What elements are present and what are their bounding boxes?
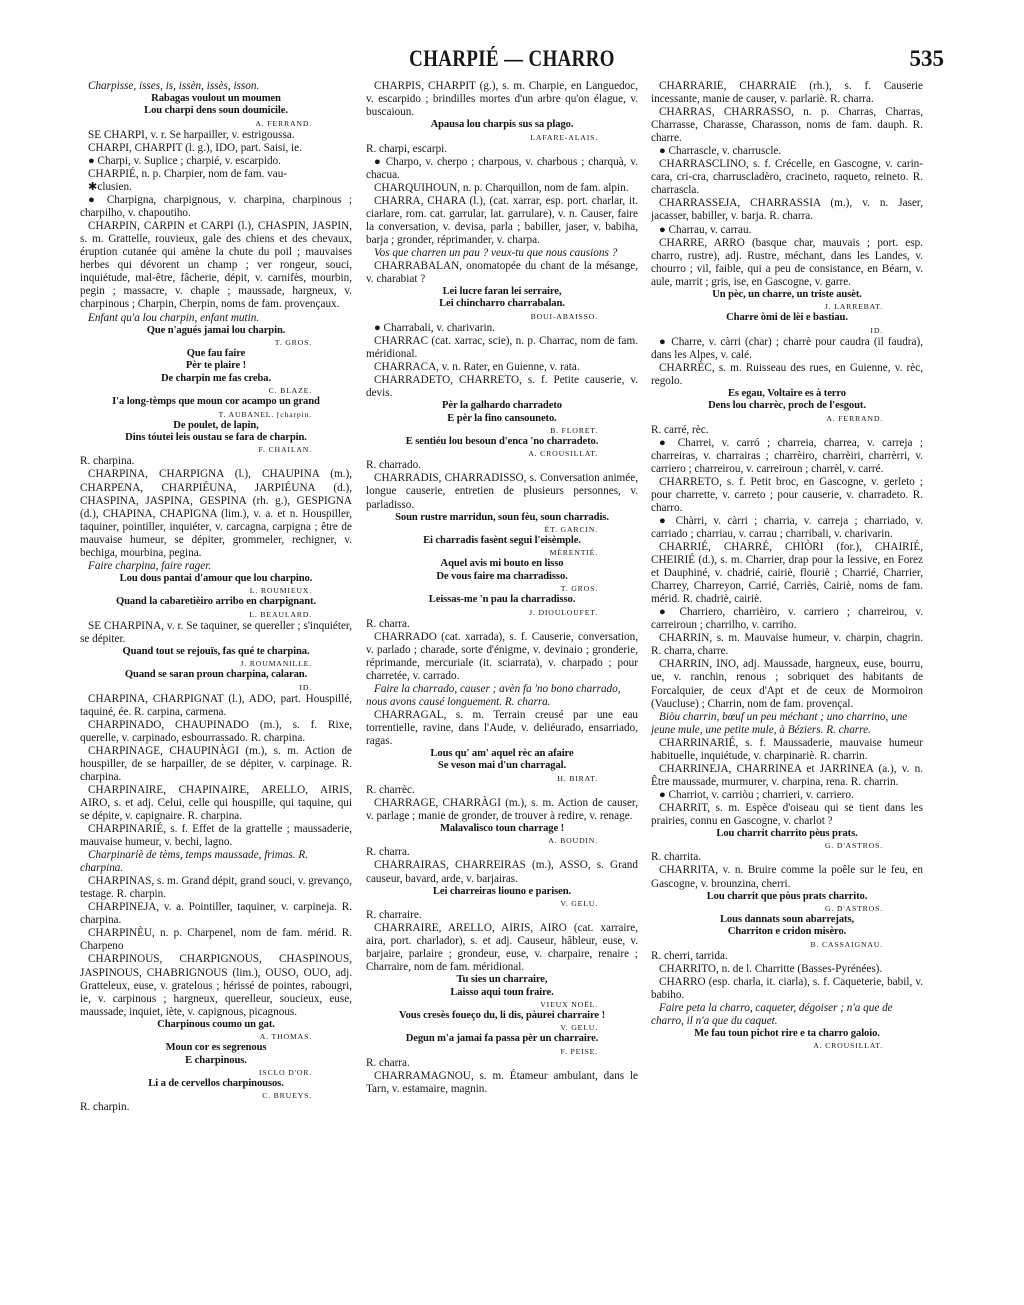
quotation-author: A. BOUDIN. (548, 836, 598, 846)
quotation-author: VIEUX NOËL. (540, 1000, 598, 1010)
quotation-line: Un pèc, un charre, un triste ausèt. (712, 288, 862, 300)
quotation-author: BOUI-ABAISSO. (530, 311, 598, 321)
quotation-line: Aquel avis mi bouto en lisso (440, 558, 564, 570)
quotation-line: Me fau toun pichot rire e ta charro galoio. (694, 1028, 880, 1040)
etymology-reference: R. charpi, escarpi. (366, 142, 448, 155)
usage-example: Charpinariè de tèms, temps maussade, frimas. R. charpina. (80, 849, 309, 875)
dictionary-entry: CHARPIÉ, n. p. Charpier, nom de fam. vau- (88, 168, 288, 180)
dictionary-entry: CHARRAS, CHARRASSO, n. p. Charras, Charras, Charrasse, Charasse, Charasson, noms de fam. dauph. R. charre. (651, 106, 923, 145)
dictionary-entry: CHARRITO, n. de l. Charritte (Basses-Pyrénées). (659, 962, 883, 975)
quotation-author: F. CHAILAN. (258, 445, 312, 455)
dictionary-entry: CHARRIT, s. m. Espèce d'oiseau qui se tient dans les prairies, connu en Gascogne, v. charlot ? (651, 801, 923, 827)
quotation-line: Lei charreiras liouno e parisen. (432, 885, 572, 897)
dictionary-entry: CHARRITA, v. n. Bruire comme la poêle sur le feu, en Gascogne, v. brounzina, cherri. (651, 864, 923, 890)
dictionary-entry: CHARRASCLINO, s. f. Crécelle, en Gascogne, v. carin-cara, cri-cra, charruscladèro, cracineto, raqueto, reineto. R. charrascla. (651, 158, 923, 197)
page-number: 535 (909, 46, 944, 71)
quotation-author: A. FERRAND. (826, 413, 883, 423)
quotation-author: LAFARE-ALAIS. (530, 132, 598, 142)
quotation-line: Quand tout se rejouïs, fas qué te charpina. (122, 645, 310, 657)
quotation-author: C. BRUEYS. (262, 1091, 312, 1101)
dictionary-entry: CHARPINADO, CHAUPINADO (m.), s. f. Rixe, querelle, v. carpinado, esbourrassado. R. charpina. (80, 718, 352, 744)
dictionary-entry: CHARPINA, CHARPIGNAT (l.), ADO, part. Houspillé, taquiné, ée. R. carpina, carmena. (80, 692, 352, 718)
quotation-line: Charpinous coumo un gat. (157, 1018, 275, 1030)
dictionary-entry: ● Charrei, v. carró ; charreia, charrea, v. carreja ; charreiras, v. charrairas ; charrèiro, charrèiri, charrèrri, v. carriero ; charreirou, v. carreiroun ; charrèl, v. carré. (651, 436, 923, 475)
dictionary-entry: CHARRIN, INO, adj. Maussade, hargneux, euse, bourru, ue, v. ranchin, renous ; sobriquet des habitants de Forcalquier, de ceux d'Apt et de ceux de Mormoiron (Vaucluse) ; Charrin, nom de fam. provençal. (651, 658, 923, 710)
etymology-reference: R. carré, rèc. (651, 423, 709, 436)
quotation-line: Charriton e cridon misèro. (727, 926, 847, 938)
etymology-reference: R. charra. (366, 617, 410, 630)
dictionary-entry: CHARRADETO, CHARRETO, s. f. Petite causerie, v. devis. (366, 374, 638, 400)
dictionary-entry: CHARRACA, v. n. Rater, en Guienne, v. rata. (374, 361, 580, 374)
dictionary-entry: ● Charrabali, v. charivarin. (374, 321, 495, 334)
dictionary-entry: CHARPI, CHARPIT (l. g.), IDO, part. Saisi, ie. (88, 141, 302, 154)
dictionary-entry: SE CHARPI, v. r. Se harpailler, v. estrigoussa. (88, 128, 295, 141)
quotation-line: Leissas-me 'n pau la charradisso. (428, 594, 576, 606)
quotation-line: Lei lucre faran lei serraire, (442, 286, 562, 298)
quotation-author: J. LARREBAT. (824, 302, 883, 312)
quotation-author: A. THOMAS. (259, 1032, 312, 1042)
dictionary-entry: CHARRADIS, CHARRADISSO, s. Conversation animée, longue causerie, entretien de plusieurs personnes, v. parladisso. (366, 472, 638, 511)
quotation-author: B. CASSAIGNAU. (810, 939, 883, 949)
dictionary-entry: CHARRETO, s. f. Petit broc, en Gascogne, v. gerleto ; pour charrette, v. carreto ; pour causerie, v. charradeto. R. charro. (651, 475, 923, 514)
quotation-line: Degun m'a jamai fa passa pèr un charraire. (405, 1033, 599, 1045)
etymology-reference: R. charpin. (80, 1101, 130, 1114)
quotation-line: Lou charrit charrito pèus prats. (716, 828, 858, 840)
usage-example: Charpisse, isses, is, issèn, issès, isson. (88, 80, 260, 92)
quotation-author: C. BLAZE. (268, 386, 312, 396)
quotation-author: ID. (870, 325, 883, 335)
dictionary-entry: ● Charrascle, v. charruscle. (659, 145, 782, 158)
quotation-author: T. AUBANEL. [charpin. (218, 409, 312, 419)
quotation-author: G. D'ASTROS. (824, 841, 883, 851)
etymology-reference: R. charra. (366, 1056, 410, 1069)
usage-example: Faire peta la charro, caqueter, dégoiser ; n'a que de charro, il n'a que du caquet. (651, 1001, 893, 1028)
quotation-author: B. FLORET. (550, 425, 598, 435)
page-header (80, 46, 944, 78)
dictionary-entry: CHARRAC (cat. xarrac, scie), n. p. Charrac, nom de fam. méridional. (366, 334, 638, 360)
quotation-author: J. ROUMANILLE. (240, 659, 312, 669)
quotation-line: Lou charrit que pòus prats charrito. (706, 890, 868, 902)
dictionary-entry: CHARRADO (cat. xarrada), s. f. Causerie, conversation, v. parlado ; charade, sorte d'énigme, v. devinaio ; gronderie, réprimande, mercuriale (it. sciarrata), v. charpado ; pour charretée, v. carrado. (366, 630, 638, 682)
quotation-line: Laisso aqui toun fraire. (450, 986, 554, 998)
dictionary-entry: CHARRA, CHARA (l.), (cat. xarrar, esp. port. charlar, it. ciarlare, rom. cat. garrular, lat. garrulare), v. n. Causer, faire la conversation, v. devisa, parla ; babiller, jaser, v. babiha, barja ; gronder, réprimander, v. charpa. (366, 194, 638, 246)
quotation-line: Lei chincharro charrabalan. (439, 298, 565, 310)
quotation-line: Soun rustre marridun, soun fèu, soun charradis. (395, 511, 609, 523)
dictionary-entry: CHARPINAS, s. m. Grand dépit, grand souci, v. grevanço, testage. R. charpin. (80, 875, 352, 901)
quotation-line: I'a long-tèmps que moun cor acampo un grand (112, 396, 320, 408)
quotation-line: Que n'agués jamai lou charpin. (146, 324, 286, 336)
quotation-line: Vous cresès foueço du, li dis, pàurei charraire ! (399, 1010, 605, 1022)
quotation-line: Moun cor es segrenous (165, 1042, 267, 1054)
quotation-line: Dins tóutei leis oustau se fara de charpin. (125, 432, 307, 443)
dictionary-entry: ● Charrau, v. carrau. (659, 223, 752, 236)
dictionary-entry: CHARRARIÉ, CHARRAIÉ (rh.), s. f. Causerie incessante, manie de causer, v. parlariè. R. charra. (651, 80, 923, 106)
dictionary-entry: ● Charpigna, charpignous, v. charpina, charpinous ; charpilho, v. chapoutiho. (80, 194, 352, 220)
etymology-reference: R. charra. (366, 846, 410, 859)
dictionary-entry: CHARQUIHOUN, n. p. Charquillon, nom de fam. alpin. (374, 181, 629, 194)
dictionary-entry: ● Charpi, v. Suplice ; charpié, v. escarpido. (88, 154, 281, 167)
quotation-line: Rabagas voulout un moumen (151, 93, 281, 105)
etymology-reference: R. cherri, tarrida. (651, 949, 728, 962)
quotation-author: ID. (299, 682, 312, 692)
quotation-author: F. PEISE. (560, 1046, 598, 1056)
dictionary-entry: CHARRAMAGNOU, s. m. Étameur ambulant, dans le Tarn, v. estamaire, magnin. (366, 1069, 638, 1095)
etymology-reference: R. charrita. (651, 851, 702, 864)
column-middle (366, 80, 638, 1295)
dictionary-entry: CHARPIS, CHARPIT (g.), s. m. Charpie, en Languedoc, v. escarpido ; brindilles mortes d'un arbre qu'on élague, v. buscaioun. (366, 80, 638, 119)
dictionary-entry: CHARPINOUS, CHARPIGNOUS, CHASPINOUS, JASPINOUS, CHABRIGNOUS (lim.), OUSO, OUO, adj. Gratteleux, euse, v. gratelous ; hérissé de pointes, rabougri, ie, v. carpinous ; hargneux, querelleur, soucieux, euse, maussade, inquiet, iète, v. capignous, picagnous. (80, 953, 352, 1018)
column-right (651, 80, 923, 1295)
quotation-line: Lous qu' am' aquel rèc an afaire (430, 748, 574, 760)
dictionary-entry: ● Charpo, v. cherpo ; charpous, v. charbous ; charquà, v. chacua. (366, 155, 638, 181)
column-left (80, 80, 352, 1295)
dictionary-entry: CHARRAGE, CHARRÀGI (m.), s. m. Action de causer, v. parlage ; manie de gronder, de trouver à redire, v. renage. (366, 796, 638, 822)
dictionary-entry: CHARRABALAN, onomatopée du chant de la mésange, v. charabiat ? (366, 259, 638, 286)
quotation-line: Que fau faire (186, 347, 246, 359)
page-title: CHARPIÉ — CHARRO (409, 46, 615, 71)
quotation-line: Pèr te plaire ! (185, 360, 247, 372)
quotation-line: Pèr la galhardo charradeto (442, 400, 562, 412)
quotation-line: Ei charradis fasènt segui l'eisèmple. (423, 534, 581, 546)
quotation-line: De vous faire ma charradisso. (436, 570, 568, 582)
etymology-reference: R. charrèc. (366, 783, 415, 796)
dictionary-entry: CHARPINAIRE, CHAPINAIRE, ARELLO, AIRIS, AIRO, s. et adj. Celui, celle qui houspille, qui taquine, qui se dépite, v. capignaire. R. charpina. (80, 783, 352, 822)
dictionary-entry: SE CHARPINA, v. r. Se taquiner, se quereller ; s'inquiéter, se dépiter. (80, 619, 352, 645)
quotation-line: E charpinous. (185, 1054, 247, 1066)
dictionary-entry: CHARRINEJA, CHARRINEA et JARRINEA (a.), v. n. Être maussade, murmurer, v. charpina, rena. R. charrin. (651, 762, 923, 788)
quotation-line: Li a de cervellos charpinousos. (148, 1077, 284, 1089)
dictionary-entry: CHARRIÉ, CHARRÉ, CHIÒRI (for.), CHAIRIÉ, CHEIRIÉ (d.), s. m. Charrier, drap pour la lessive, en Forez et Dauphiné, v. chadrié, cairiè, flouriè ; Charrié, Charrier, Charrey, Charreyon, Carrié, Carriès, Cairiè, noms de fam. mérid. R. chadriè, cairiè. (651, 540, 923, 606)
quotation-line: Lou charpi dens soun doumicile. (144, 105, 288, 117)
usage-example: Biòu charrin, bœuf un peu méchant ; uno charrino, une jeune mule, une petite mule, à Béziers. R. charre. (651, 710, 908, 736)
dictionary-entry: CHARRAIRAS, CHARREIRAS (m.), ASSO, s. Grand causeur, bavard, arde, v. barjairas. (366, 859, 638, 885)
dictionary-entry: CHARRINARIÉ, s. f. Maussaderie, mauvaise humeur habituelle, inquiétude, v. charpinariè. R. charrin. (651, 736, 923, 762)
quotation-line: Quand la cabaretièiro arribo en charpignant. (115, 596, 317, 608)
quotation-line: Lou dous pantai d'amour que lou charpino. (119, 572, 313, 584)
quotation-author: T. GROS. (274, 337, 312, 347)
etymology-reference: R. charpina. (80, 455, 135, 468)
dictionary-entry: CHARPINEJA, v. a. Pointiller, taquiner, v. carpineja. R. charpina. (80, 901, 352, 927)
quotation-author: A. FERRAND. (255, 118, 312, 128)
quotation-line: De charpin me fas creba. (160, 372, 272, 384)
quotation-author: V. GELU. (560, 898, 598, 908)
quotation-author: MÉRENTIÉ. (549, 548, 598, 558)
usage-example: Vos que charren un pau ? veux-tu que nous causions ? (374, 246, 618, 259)
dictionary-entry: CHARRAGAL, s. m. Terrain creusé par une eau torrentielle, ravine, dans l'Aude, v. deliéurado, ensarriado, ragas. (366, 708, 638, 748)
usage-example: Faire charpina, faire rager. (88, 559, 212, 572)
quotation-line: Quand se saran proun charpina, calaran. (124, 669, 308, 681)
quotation-line: Lous dannats soun abarrejats, (719, 913, 855, 925)
quotation-author: T. GROS. (560, 584, 598, 594)
dictionary-entry: CHARRIN, s. m. Mauvaise humeur, v. charpin, chagrin. R. charra, charre. (651, 632, 923, 658)
quotation-author: L. BEAULARD. (249, 609, 312, 619)
quotation-line: E sentiéu lou besoun d'enca 'no charradeto. (405, 435, 599, 447)
dictionary-entry: ● Charre, v. càrri (char) ; charrè pour caudra (il faudra), dans les Alpes, v. calé. (651, 335, 923, 361)
quotation-author: ISCLO D'OR. (258, 1067, 312, 1077)
quotation-line: Dens lou charrèc, proch de l'esgout. (708, 400, 866, 412)
quotation-author: L. ROUMIEUX. (249, 586, 312, 596)
dictionary-entry: ● Chàrri, v. càrri ; charria, v. carreja ; charriado, v. carriado ; charriau, v. carrau ; charribali, v. charivarin. (651, 514, 923, 540)
quotation-line: Tu sies un charraire, (456, 974, 548, 986)
dictionary-entry: ✱clusien. (88, 181, 132, 194)
quotation-line: E pèr la fino cansouneto. (447, 412, 557, 424)
dictionary-entry: CHARRASSEJA, CHARRASSIA (m.), v. n. Jaser, jacasser, babiller, v. barja. R. charra. (651, 197, 923, 223)
quotation-line: De poulet, de lapin, (173, 419, 259, 431)
etymology-reference: R. charrado. (366, 459, 421, 472)
etymology-reference: R. charraire. (366, 908, 422, 921)
dictionary-entry: CHARPIN, CARPIN et CARPI (l.), CHASPIN, JASPIN, s. m. Grattelle, rouvieux, gale des chiens et des chevaux, éruption cutanée qui amène la chute du poil ; mauvaises herbes qui dévorent un champ ; ver rongeur, souci, inquiétude, mal-être, fâcherie, dépit, v. carnifès, mourbin, pegin ; massacre, v. chaple ; maussade, hargneux, v. charpinous ; Charpin, Cherpin, noms de fam. provençaux. (80, 220, 352, 311)
dictionary-entry: ● Charriot, v. carriòu ; charrieri, v. carriero. (659, 788, 854, 801)
quotation-line: Es egau, Voltaire es à terro (727, 387, 847, 399)
dictionary-entry: CHARPINA, CHARPIGNA (l.), CHAUPINA (m.), CHARPENA, CHARPIÉUNA, JARPIÉUNA (d.), CHASPINA, JASPINA, GESPINA (rh. g.), GESPIGNA (d.), CHAPINA, CHAPIGNA (lim.), v. a. et n. Houspiller, taquiner, pointiller, inquiéter, v. carcagna, carpigna ; être de mauvaise humeur, se dépiter, grommeler, rechigner, v. bechiga, mourbina, pegina. (80, 468, 352, 559)
dictionary-entry: CHARPINAGE, CHAUPINÀGI (m.), s. m. Action de houspiller, de se harpailler, de se dépiter, v. carpinage. R. charpina. (80, 744, 352, 783)
quotation-line: Charre òmi de lèi e bastiau. (726, 312, 848, 324)
quotation-author: A. CROUSILLAT. (528, 449, 598, 459)
dictionary-entry: CHARRE, ARRO (basque char, mauvais ; port. esp. charro, rustre), adj. Rustre, méchant, dans les Landes, v. chourro ; vil, faible, qui a peu de consistance, en Béarn, v. aule, marrit ; gris, ise, en Gascogne, v. garre. (651, 236, 923, 288)
dictionary-entry: CHARPINÈU, n. p. Charpenel, nom de fam. mérid. R. Charpeno (80, 927, 352, 953)
usage-example: Faire la charrado, causer ; avèn fa 'no bono charrado, nous avons causé longuement. R. charra. (366, 682, 621, 708)
quotation-author: H. BIRAT. (557, 773, 598, 783)
quotation-line: Apausa lou charpis sus sa plago. (430, 119, 574, 131)
quotation-author: G. D'ASTROS. (824, 903, 883, 913)
dictionary-entry: CHARPINARIÉ, s. f. Effet de la grattelle ; maussaderie, mauvaise humeur, v. bechi, lagno. (80, 823, 352, 849)
dictionary-entry: CHARRAIRE, ARELLO, AIRIS, AIRO (cat. xarraire, aira, port. charlador), s. et adj. Causeur, hâbleur, euse, v. barjaire, parlaire ; grondeur, euse, v. charpaire, renaire ; Charraire, nom de fam. méridional. (366, 922, 638, 974)
quotation-line: Malavalisco toun charrage ! (439, 823, 565, 835)
quotation-line: Se veson mai d'un charragal. (437, 760, 567, 772)
quotation-author: ÉT. GARCIN. (544, 524, 598, 534)
dictionary-entry: ● Charriero, charrièiro, v. carriero ; charreirou, v. carreiroun ; charrilho, v. carriho. (651, 606, 923, 632)
dictionary-entry: CHARRO (esp. charla, it. ciarla), s. f. Caqueterie, babil, v. babiho. (651, 975, 923, 1001)
quotation-author: A. CROUSILLAT. (813, 1041, 883, 1051)
quotation-author: J. DIOULOUFET. (529, 607, 598, 617)
dictionary-entry: CHARRÈC, s. m. Ruisseau des rues, en Guienne, v. rèc, regolo. (651, 361, 923, 387)
quotation-author: V. GELU. (560, 1023, 598, 1033)
usage-example: Enfant qu'a lou charpin, enfant mutin. (88, 311, 260, 324)
